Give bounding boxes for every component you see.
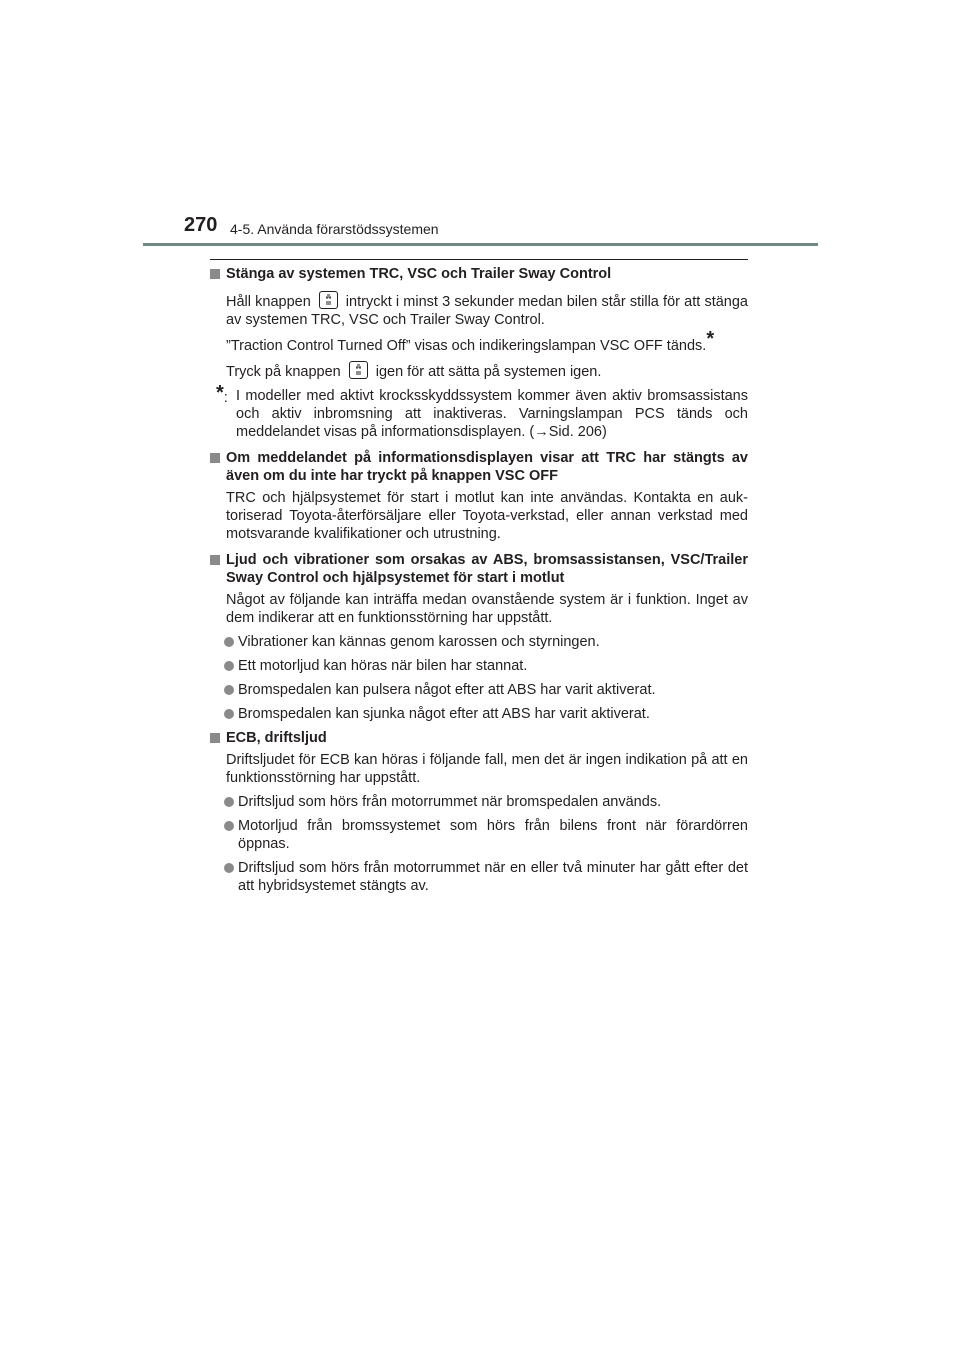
chapter-title: 4-5. Använda förarstödssystemen: [230, 221, 439, 237]
list-item: Bromspedalen kan pulsera något efter att ABS har varit aktiverat.: [210, 681, 748, 699]
square-marker-icon: [210, 555, 220, 565]
paragraph: Håll knappen intryckt i minst 3 sekunder medan bilen står stilla för att stänga av systemen TRC, VSC och Trailer Sway Control.: [210, 291, 748, 329]
list-item: Driftsljud som hörs från motorrummet när bromspedalen används.: [210, 793, 748, 811]
list-item: Vibrationer kan kännas genom karossen och styrningen.: [210, 633, 748, 651]
page-reference-link[interactable]: Sid. 206): [548, 424, 607, 440]
asterisk-mark: *: [706, 328, 715, 350]
circle-bullet-icon: [224, 685, 234, 695]
circle-bullet-icon: [224, 797, 234, 807]
list-item: Motorljud från bromssystemet som hörs från bilens front när förardörren öppnas.: [210, 817, 748, 853]
list-item: Driftsljud som hörs från motorrummet när en eller två minuter har gått efter det att hybridsystemet stängts av.: [210, 859, 748, 895]
vsc-off-button-icon: [349, 361, 368, 379]
circle-bullet-icon: [224, 661, 234, 671]
square-marker-icon: [210, 733, 220, 743]
circle-bullet-icon: [224, 637, 234, 647]
list-item: Ett motorljud kan höras när bilen har stannat.: [210, 657, 748, 675]
section-heading: Stänga av systemen TRC, VSC och Trailer Sway Control: [210, 265, 748, 283]
page-content: [210, 265, 748, 895]
arrow-icon: →: [534, 424, 549, 440]
section-heading: ECB, driftsljud: [210, 729, 748, 747]
list-item: Bromspedalen kan sjunka något efter att ABS har varit aktiverat.: [210, 705, 748, 723]
paragraph: Något av följande kan inträffa medan ovanstående system är i funktion. Inget av dem indikerar att en funktionsstörning har uppstått.: [226, 592, 748, 626]
circle-bullet-icon: [224, 821, 234, 831]
circle-bullet-icon: [224, 709, 234, 719]
paragraph: TRC och hjälpsystemet för start i motlut kan inte användas. Kontakta en auktoriserad Toyota-återförsäljare eller Toyota-verkstad, eller annan verkstad med motsvarande kvalifikationer och utrustning.: [226, 490, 748, 542]
section-heading: Ljud och vibrationer som orsakas av ABS, bromsassistansen, VSC/Trailer Sway Control och hjälpsystemet för start i motlut: [210, 551, 748, 587]
page-number: 270: [184, 214, 218, 236]
footnote: *: I modeller med aktivt krocksskyddssystem kommer även aktiv bromsassistans och aktiv inbromsning att inaktiveras. Varningslampan PCS tänds och meddelandet visas på informationsdisplayen. (→Sid. 206): [216, 382, 748, 440]
paragraph: ”Traction Control Turned Off” visas och indikeringslampan VSC OFF tänds.*: [226, 328, 715, 354]
square-marker-icon: [210, 269, 220, 279]
section-rule: [210, 259, 748, 260]
paragraph: Driftsljudet för ECB kan höras i följande fall, men det är ingen indikation på att en funktionsstörning har uppstått.: [226, 752, 748, 786]
paragraph: Tryck på knappen igen för att sätta på systemen igen.: [210, 361, 748, 381]
vsc-off-button-icon: [319, 291, 338, 309]
square-marker-icon: [210, 453, 220, 463]
header-rule: [143, 243, 818, 246]
circle-bullet-icon: [224, 863, 234, 873]
section-heading: Om meddelandet på informationsdisplayen visar att TRC har stängts av även om du inte har tryckt på knappen VSC OFF: [210, 449, 748, 485]
